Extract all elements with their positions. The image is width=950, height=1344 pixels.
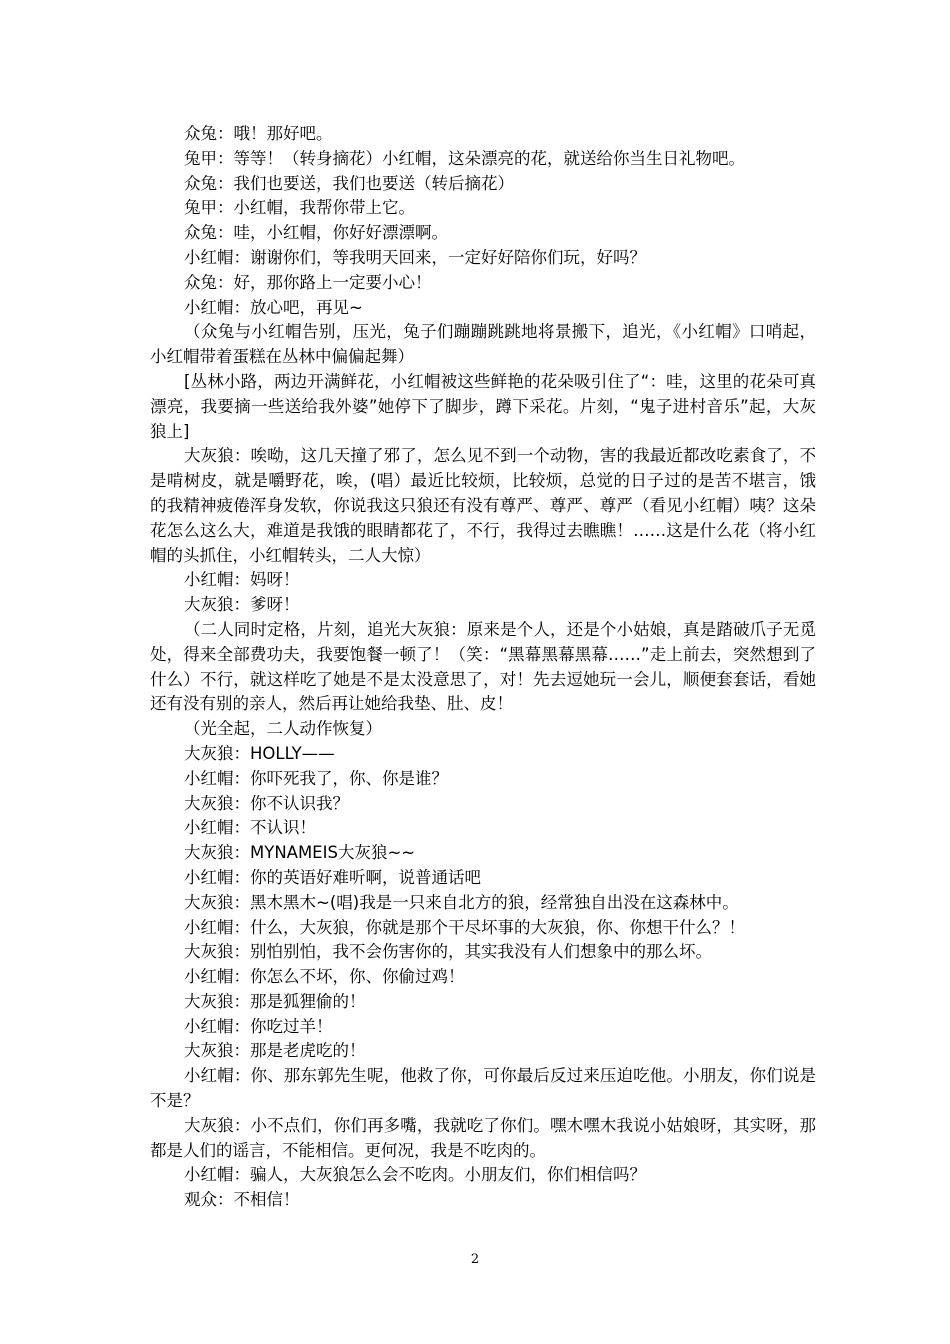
script-line: 众兔：我们也要送，我们也要送（转后摘花）: [184, 173, 514, 193]
script-line: 小红帽：妈呀！: [184, 570, 300, 590]
script-line: 小红帽：你吓死我了，你、你是谁？: [184, 768, 448, 788]
script-line: 大灰狼：爹呀！: [184, 595, 300, 615]
script-line: 兔甲：小红帽，我帮你带上它。: [184, 198, 415, 218]
stage-direction: [丛林小路，两边开满鲜花，小红帽被这些鲜艳的花朵吸引住了“：哇，这里的花朵可真漂亮，我要摘一些送给我外婆”她停下了脚步，蹲下采花。片刻，“鬼子进村音乐”起，大灰狼上]: [150, 371, 816, 441]
script-line: 小红帽：骗人，大灰狼怎么会不吃肉。小朋友们，你们相信吗？: [184, 1165, 646, 1185]
script-line: 大灰狼：小不点们，你们再多嘴，我就吃了你们。嘿木嘿木我说小姑娘呀，其实呀，那都是人们的谣言，不能相信。更何况，我是不吃肉的。: [150, 1115, 816, 1160]
script-body: [150, 122, 816, 1213]
script-line: 众兔：好，那你路上一定要小心！: [184, 272, 432, 292]
script-line: 大灰狼：MYNAMEIS大灰狼~~: [184, 843, 416, 863]
script-line: 观众：不相信！: [184, 1190, 300, 1210]
stage-direction: （众兔与小红帽告别，压光，兔子们蹦蹦跳跳地将景搬下，追光，《小红帽》口哨起，小红帽带着蛋糕在丛林中偏偏起舞）: [150, 322, 816, 367]
page-number: 2: [470, 1252, 480, 1267]
script-line: 小红帽：你怎么不坏，你、你偷过鸡！: [184, 967, 465, 987]
script-line: 众兔：哇，小红帽，你好好漂漂啊。: [184, 223, 448, 243]
script-line: 众兔：哦！那好吧。: [184, 124, 333, 143]
script-line: 小红帽：你、那东郭先生呢，他救了你，可你最后反过来压迫吃他。小朋友，你们说是不是？: [150, 1066, 816, 1111]
script-line: 小红帽：什么，大灰狼，你就是那个干尽坏事的大灰狼，你、你想干什么？！: [184, 917, 745, 937]
script-line: 大灰狼：那是狐狸偷的！: [184, 991, 366, 1011]
script-line: 兔甲：等等！（转身摘花）小红帽，这朵漂亮的花，就送给你当生日礼物吧。: [184, 148, 745, 168]
script-line: 小红帽：谢谢你们，等我明天回来，一定好好陪你们玩，好吗？: [184, 247, 646, 267]
stage-direction: （二人同时定格，片刻，追光大灰狼：原来是个人，还是个小姑娘，真是踏破爪子无觅处，得来全部费功夫，我要饱餐一顿了！（笑：“黑幕黑幕黑幕……”走上前去，突然想到了什么）不行，就这样吃了她是不是太没意思了，对！先去逗她玩一会儿，顺便套套话，看她还有没有别的亲人，然后再让她给我垫、肚、皮！: [150, 619, 816, 714]
script-line: 大灰狼：唉呦，这几天撞了邪了，怎么见不到一个动物，害的我最近都改吃素食了，不是啃树皮，就是嚼野花，唉，(唱）最近比较烦，比较烦，总觉的日子过的是苦不堪言，饿的我精神疲倦浑身发软，你说我这只狼还有没有尊严、尊严、尊严（看见小红帽）咦？这朵花怎么这么大，难道是我饿的眼睛都花了，不行，我得过去瞧瞧！……这是什么花（将小红帽的头抓住，小红帽转头，二人大惊）: [150, 446, 816, 565]
script-line: 大灰狼：那是老虎吃的！: [184, 1041, 366, 1061]
script-line: 大灰狼：你不认识我？: [184, 793, 349, 813]
script-line: 小红帽：不认识！: [184, 818, 316, 838]
script-line: 小红帽：你的英语好难听啊，说普通话吧: [184, 867, 481, 887]
script-line: 小红帽：你吃过羊！: [184, 1016, 333, 1036]
stage-direction: （光全起，二人动作恢复）: [184, 719, 382, 739]
script-line: 小红帽：放心吧，再见~: [184, 297, 363, 317]
script-line: 大灰狼：HOLLY——: [184, 743, 335, 763]
script-line: 大灰狼：黑木黑木~(唱)我是一只来自北方的狼，经常独自出没在这森林中。: [184, 892, 739, 912]
script-line: 大灰狼：别怕别怕，我不会伤害你的，其实我没有人们想象中的那么坏。: [184, 942, 712, 962]
